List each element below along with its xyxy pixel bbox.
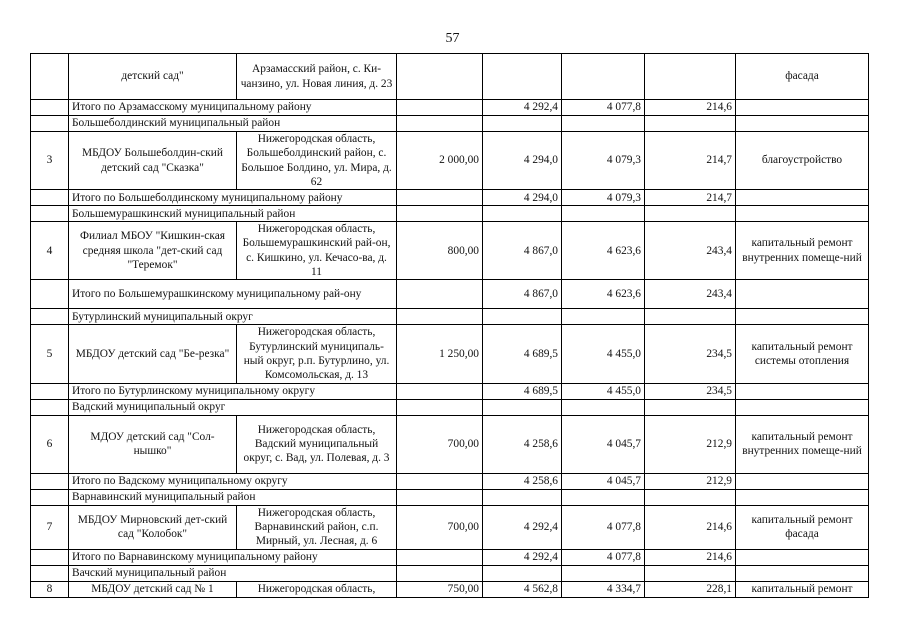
- subtotal-row: [31, 280, 869, 309]
- district-label: Вадский муниципальный округ: [69, 399, 397, 415]
- work-type: капитальный ремонт: [736, 581, 869, 597]
- regional-value: 243,4: [645, 222, 736, 280]
- cost-value: 2 000,00: [397, 132, 483, 190]
- row-number: 8: [31, 581, 69, 597]
- federal-value: [562, 54, 645, 100]
- institution-name: детский сад": [69, 54, 237, 100]
- district-row: [31, 489, 869, 505]
- work-type: капитальный ремонт фасада: [736, 505, 869, 549]
- subtotal-label: Итого по Арзамасскому муниципальному району: [69, 100, 397, 116]
- federal-value: 4 623,6: [562, 280, 645, 309]
- funding-table: [30, 53, 869, 598]
- regional-value: [645, 54, 736, 100]
- federal-value: 4 079,3: [562, 132, 645, 190]
- district-row: [31, 565, 869, 581]
- institution-name: МБДОУ Большеболдин-ский детский сад "Сказка": [69, 132, 237, 190]
- row-number: [31, 54, 69, 100]
- row-number: 3: [31, 132, 69, 190]
- institution-address: Нижегородская область, Большеболдинский район, с. Большое Болдино, ул. Мира, д. 62: [237, 132, 397, 190]
- subtotal-label: Итого по Большеболдинскому муниципальному району: [69, 190, 397, 206]
- total-value: 4 292,4: [483, 549, 562, 565]
- total-value: 4 689,5: [483, 383, 562, 399]
- total-value: 4 294,0: [483, 132, 562, 190]
- institution-name: МБДОУ детский сад № 1: [69, 581, 237, 597]
- table-row: [31, 415, 869, 473]
- row-number: 6: [31, 415, 69, 473]
- table-row: [31, 132, 869, 190]
- institution-address: Нижегородская область, Варнавинский район, с.п. Мирный, ул. Лесная, д. 6: [237, 505, 397, 549]
- cost-value: 750,00: [397, 581, 483, 597]
- institution-name: Филиал МБОУ "Кишкин-ская средняя школа "дет-ский сад "Теремок": [69, 222, 237, 280]
- total-value: 4 562,8: [483, 581, 562, 597]
- regional-value: 214,7: [645, 190, 736, 206]
- total-value: 4 867,0: [483, 280, 562, 309]
- institution-name: МБДОУ детский сад "Бе-резка": [69, 325, 237, 383]
- district-row: [31, 309, 869, 325]
- district-row: [31, 399, 869, 415]
- district-label: Большемурашкинский муниципальный район: [69, 206, 397, 222]
- regional-value: 228,1: [645, 581, 736, 597]
- total-value: [483, 54, 562, 100]
- cost-value: 1 250,00: [397, 325, 483, 383]
- subtotal-label: Итого по Большемурашкинскому муниципальному рай-ону: [69, 280, 397, 309]
- work-type: капитальный ремонт внутренних помеще-ний: [736, 415, 869, 473]
- table-row: [31, 325, 869, 383]
- district-row: [31, 116, 869, 132]
- regional-value: 243,4: [645, 280, 736, 309]
- subtotal-row: [31, 383, 869, 399]
- federal-value: 4 079,3: [562, 190, 645, 206]
- federal-value: 4 045,7: [562, 415, 645, 473]
- cost-value: 700,00: [397, 415, 483, 473]
- table-row: [31, 581, 869, 597]
- district-label: Большеболдинский муниципальный район: [69, 116, 397, 132]
- row-number: 7: [31, 505, 69, 549]
- subtotal-row: [31, 473, 869, 489]
- page-number: 57: [445, 31, 460, 46]
- regional-value: 234,5: [645, 325, 736, 383]
- regional-value: 214,7: [645, 132, 736, 190]
- total-value: 4 867,0: [483, 222, 562, 280]
- federal-value: 4 623,6: [562, 222, 645, 280]
- total-value: 4 689,5: [483, 325, 562, 383]
- institution-address: Нижегородская область, Вадский муниципальный округ, с. Вад, ул. Полевая, д. 3: [237, 415, 397, 473]
- total-value: 4 258,6: [483, 473, 562, 489]
- federal-value: 4 077,8: [562, 100, 645, 116]
- federal-value: 4 455,0: [562, 325, 645, 383]
- regional-value: 214,6: [645, 100, 736, 116]
- work-type: капитальный ремонт внутренних помеще-ний: [736, 222, 869, 280]
- district-label: Вачский муниципальный район: [69, 565, 397, 581]
- institution-address: Нижегородская область,: [237, 581, 397, 597]
- work-type: фасада: [736, 54, 869, 100]
- federal-value: 4 334,7: [562, 581, 645, 597]
- cost-value: [397, 54, 483, 100]
- cost-value: 700,00: [397, 505, 483, 549]
- institution-name: МБДОУ Мирновский дет-ский сад "Колобок": [69, 505, 237, 549]
- regional-value: 212,9: [645, 415, 736, 473]
- regional-value: 214,6: [645, 549, 736, 565]
- total-value: 4 258,6: [483, 415, 562, 473]
- subtotal-row: [31, 190, 869, 206]
- row-number: 4: [31, 222, 69, 280]
- institution-address: Арзамасский район, с. Ки-чанзино, ул. Новая линия, д. 23: [237, 54, 397, 100]
- subtotal-label: Итого по Варнавинскому муниципальному району: [69, 549, 397, 565]
- total-value: 4 292,4: [483, 505, 562, 549]
- regional-value: 212,9: [645, 473, 736, 489]
- subtotal-row: [31, 549, 869, 565]
- district-label: Бутурлинский муниципальный округ: [69, 309, 397, 325]
- subtotal-row: [31, 100, 869, 116]
- institution-name: МДОУ детский сад "Сол-нышко": [69, 415, 237, 473]
- table-row: [31, 54, 869, 100]
- total-value: 4 292,4: [483, 100, 562, 116]
- regional-value: 234,5: [645, 383, 736, 399]
- federal-value: 4 455,0: [562, 383, 645, 399]
- federal-value: 4 077,8: [562, 549, 645, 565]
- institution-address: Нижегородская область, Бутурлинский муниципаль-ный округ, р.п. Бутурлино, ул. Комсомольская, д. 13: [237, 325, 397, 383]
- federal-value: 4 045,7: [562, 473, 645, 489]
- subtotal-label: Итого по Бутурлинскому муниципальному округу: [69, 383, 397, 399]
- regional-value: 214,6: [645, 505, 736, 549]
- work-type: капитальный ремонт системы отопления: [736, 325, 869, 383]
- federal-value: 4 077,8: [562, 505, 645, 549]
- work-type: благоустройство: [736, 132, 869, 190]
- table-row: [31, 505, 869, 549]
- district-label: Варнавинский муниципальный район: [69, 489, 397, 505]
- institution-address: Нижегородская область, Большемурашкинский рай-он, с. Кишкино, ул. Кечасо-ва, д. 11: [237, 222, 397, 280]
- total-value: 4 294,0: [483, 190, 562, 206]
- cost-value: 800,00: [397, 222, 483, 280]
- table-row: [31, 222, 869, 280]
- district-row: [31, 206, 869, 222]
- subtotal-label: Итого по Вадскому муниципальному округу: [69, 473, 397, 489]
- row-number: 5: [31, 325, 69, 383]
